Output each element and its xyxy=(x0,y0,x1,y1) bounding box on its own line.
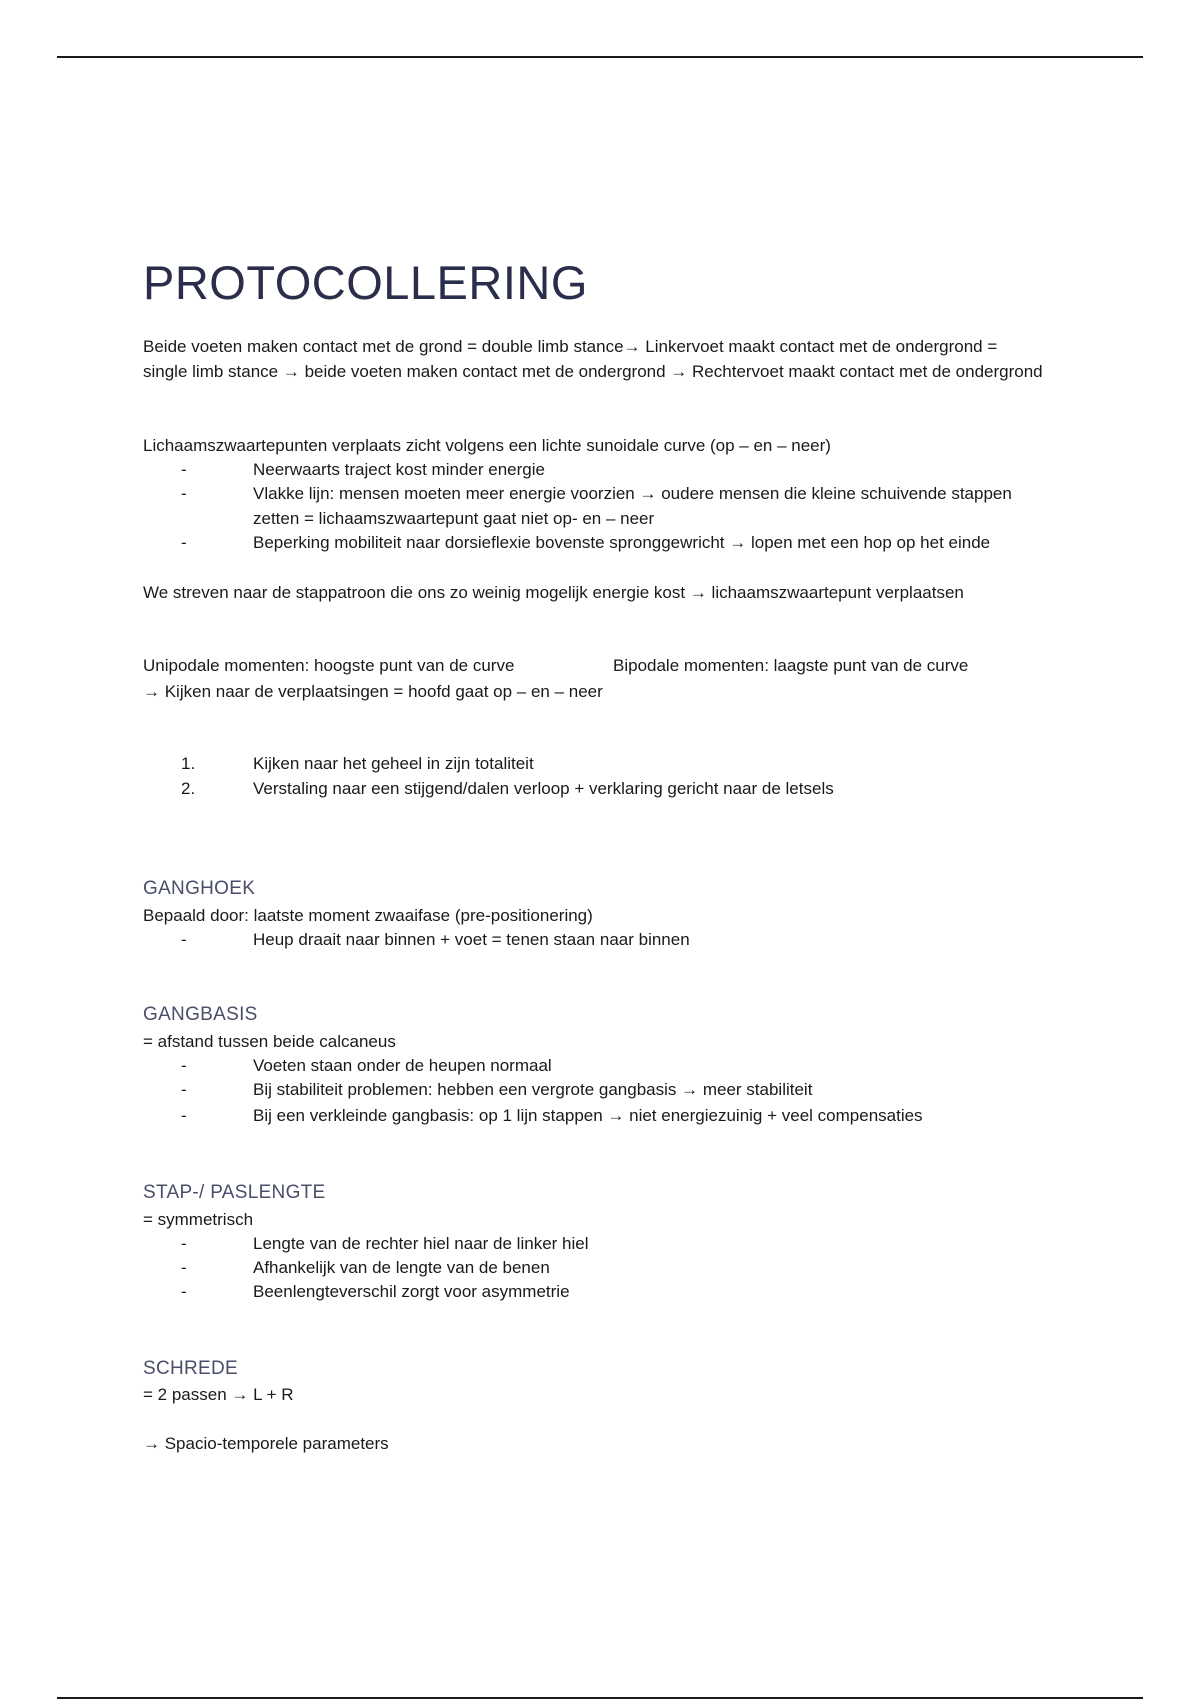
list-item-text: Beperking mobiliteit naar dorsieflexie bovenste spronggewricht → lopen met een hop op het einde xyxy=(253,533,991,552)
bullet-dash: - xyxy=(181,1106,187,1125)
list-item-text: Voeten staan onder de heupen normaal xyxy=(253,1056,552,1075)
bullet-dash: - xyxy=(181,1234,187,1253)
numbered-item-text: Kijken naar het geheel in zijn totaliteit xyxy=(253,754,534,773)
numbered-item xyxy=(181,777,1041,802)
list-item xyxy=(181,458,1041,483)
list-item-text: Heup draait naar binnen + voet = tenen staan naar binnen xyxy=(253,930,690,949)
list-item xyxy=(181,531,1041,556)
numbered-item xyxy=(181,752,1041,777)
list-item-text: Beenlengteverschil zorgt voor asymmetrie xyxy=(253,1282,570,1301)
list-item xyxy=(181,1054,1041,1079)
bullet-dash: - xyxy=(181,1080,187,1099)
list-item xyxy=(181,928,1041,953)
moments-note: → Kijken naar de verplaatsingen = hoofd gaat op – en – neer xyxy=(143,682,603,701)
bullet-dash: - xyxy=(181,460,187,479)
list-item xyxy=(181,482,1041,531)
list-item xyxy=(181,1078,1041,1103)
bullet-dash: - xyxy=(181,930,187,949)
ganghoek-lead: Bepaald door: laatste moment zwaaifase (pre-positionering) xyxy=(143,906,593,925)
unipodal-moments: Unipodale momenten: hoogste punt van de curve xyxy=(143,656,515,675)
schrede-note: → Spacio-temporele parameters xyxy=(143,1434,389,1453)
footer-rule xyxy=(57,1697,1143,1699)
gangbasis-lead: = afstand tussen beide calcaneus xyxy=(143,1032,396,1051)
list-item-text: Vlakke lijn: mensen moeten meer energie voorzien → oudere mensen die kleine schuivende stappen zetten = lichaamszwaartepunt gaat niet op- en – neer xyxy=(253,484,1012,528)
bullet-dash: - xyxy=(181,1056,187,1075)
strive-paragraph: We streven naar de stappatroon die ons zo weinig mogelijk energie kost → lichaamszwaartepunt verplaatsen xyxy=(143,583,964,602)
bullet-dash: - xyxy=(181,1282,187,1301)
staplengte-lead: = symmetrisch xyxy=(143,1210,254,1229)
list-item xyxy=(181,1280,1041,1305)
bipodal-moments: Bipodale momenten: laagste punt van de curve xyxy=(613,656,969,675)
staplengte-heading: STAP-/ PASLENGTE xyxy=(143,1182,326,1203)
ganghoek-heading: GANGHOEK xyxy=(143,878,256,899)
list-item-text: Bij een verkleinde gangbasis: op 1 lijn stappen → niet energiezuinig + veel compensaties xyxy=(253,1106,923,1125)
list-item xyxy=(181,1256,1041,1281)
header-rule xyxy=(57,56,1143,58)
numbered-item-text: Verstaling naar een stijgend/dalen verloop + verklaring gericht naar de letsels xyxy=(253,779,834,798)
list-item-text: Lengte van de rechter hiel naar de linker hiel xyxy=(253,1234,589,1253)
schrede-heading: SCHREDE xyxy=(143,1358,239,1379)
page-title: PROTOCOLLERING xyxy=(143,256,588,310)
cog-lead: Lichaamszwaartepunten verplaats zicht volgens een lichte sunoidale curve (op – en – neer) xyxy=(143,436,831,455)
bullet-dash: - xyxy=(181,484,187,503)
list-item-text: Bij stabiliteit problemen: hebben een vergrote gangbasis → meer stabiliteit xyxy=(253,1080,813,1099)
list-item-text: Afhankelijk van de lengte van de benen xyxy=(253,1258,550,1277)
item-number: 2. xyxy=(181,779,196,798)
list-item xyxy=(181,1104,1041,1129)
bullet-dash: - xyxy=(181,1258,187,1277)
gangbasis-heading: GANGBASIS xyxy=(143,1004,258,1025)
list-item xyxy=(181,1232,1041,1257)
bullet-dash: - xyxy=(181,533,187,552)
item-number: 1. xyxy=(181,754,196,773)
list-item-text: Neerwaarts traject kost minder energie xyxy=(253,460,545,479)
intro-paragraph: Beide voeten maken contact met de grond = double limb stance→ Linkervoet maakt contact met de ondergrond = single limb stance → beide voeten maken contact met de ondergrond → Rechtervoet maakt contact met de ondergrond xyxy=(143,337,1043,381)
schrede-lead: = 2 passen → L + R xyxy=(143,1385,294,1404)
